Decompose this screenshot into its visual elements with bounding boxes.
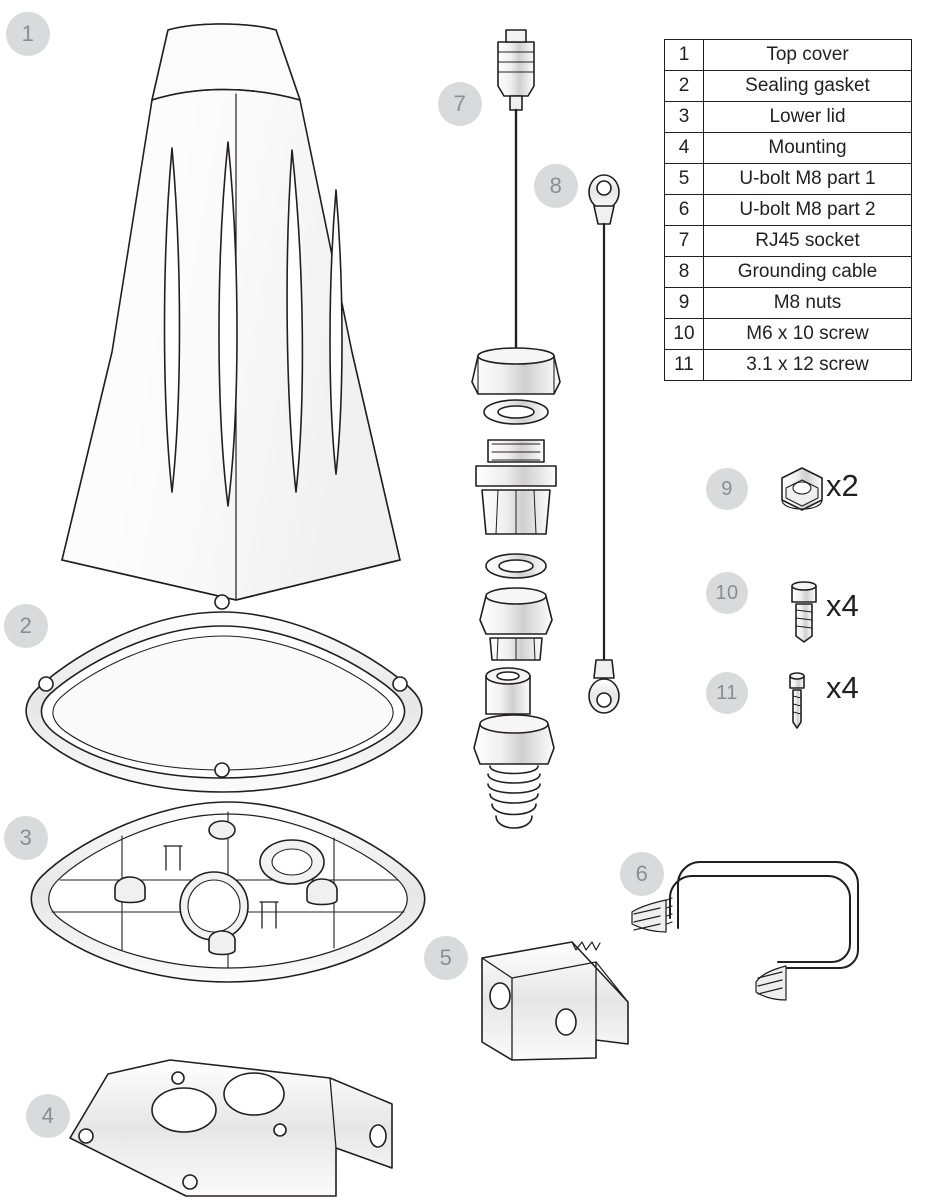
legend-label: M8 nuts xyxy=(704,288,912,319)
legend-number: 3 xyxy=(665,102,704,133)
legend-number: 2 xyxy=(665,71,704,102)
legend-label: M6 x 10 screw xyxy=(704,319,912,350)
callout-8: 8 xyxy=(534,164,578,208)
part-top-cover-graphic xyxy=(62,24,400,600)
legend-label: U-bolt M8 part 2 xyxy=(704,195,912,226)
part-grounding-cable-graphic xyxy=(589,175,619,713)
legend-label: Sealing gasket xyxy=(704,71,912,102)
callout-5: 5 xyxy=(424,936,468,980)
part-ubolt-graphic xyxy=(632,862,858,1000)
part-lower-lid-graphic xyxy=(31,802,424,982)
table-row xyxy=(665,226,912,257)
callout-4: 4 xyxy=(26,1094,70,1138)
legend-label: Grounding cable xyxy=(704,257,912,288)
parts-legend-body xyxy=(665,40,912,381)
table-row xyxy=(665,288,912,319)
table-row xyxy=(665,40,912,71)
callout-11: 11 xyxy=(706,672,748,714)
legend-label: RJ45 socket xyxy=(704,226,912,257)
legend-label: Mounting xyxy=(704,133,912,164)
parts-legend-table xyxy=(664,39,912,381)
legend-number: 8 xyxy=(665,257,704,288)
qty-31-screws-count: x4 xyxy=(826,670,859,705)
part-sealing-gasket-graphic xyxy=(26,595,422,792)
legend-number: 5 xyxy=(665,164,704,195)
callout-1: 1 xyxy=(6,12,50,56)
table-row xyxy=(665,195,912,226)
legend-number: 4 xyxy=(665,133,704,164)
table-row xyxy=(665,102,912,133)
legend-label: Top cover xyxy=(704,40,912,71)
qty-31-screws xyxy=(826,672,859,703)
legend-number: 1 xyxy=(665,40,704,71)
legend-number: 6 xyxy=(665,195,704,226)
legend-label: 3.1 x 12 screw xyxy=(704,350,912,381)
legend-label: U-bolt M8 part 1 xyxy=(704,164,912,195)
callout-9: 9 xyxy=(706,468,748,510)
callout-6: 6 xyxy=(620,852,664,896)
legend-label: Lower lid xyxy=(704,102,912,133)
part-rj45-socket-graphic xyxy=(472,30,560,828)
part-31-screw-graphic xyxy=(790,673,804,728)
callout-2: 2 xyxy=(4,604,48,648)
table-row xyxy=(665,350,912,381)
table-row xyxy=(665,164,912,195)
legend-number: 11 xyxy=(665,350,704,381)
table-row xyxy=(665,319,912,350)
callout-10: 10 xyxy=(706,572,748,614)
qty-m8-nuts-count: x2 xyxy=(826,468,859,503)
qty-m6-screws-count: x4 xyxy=(826,588,859,623)
callout-3: 3 xyxy=(4,816,48,860)
qty-m8-nuts xyxy=(826,470,859,501)
part-m6-screw-graphic xyxy=(792,582,816,642)
legend-number: 9 xyxy=(665,288,704,319)
table-row xyxy=(665,71,912,102)
qty-m6-screws xyxy=(826,590,859,621)
table-row xyxy=(665,257,912,288)
part-mounting-bracket-graphic xyxy=(70,1060,392,1196)
part-m8-nut-graphic xyxy=(782,468,822,510)
callout-7: 7 xyxy=(438,82,482,126)
legend-number: 10 xyxy=(665,319,704,350)
table-row xyxy=(665,133,912,164)
part-ubolt-plate-graphic xyxy=(482,942,628,1060)
legend-number: 7 xyxy=(665,226,704,257)
